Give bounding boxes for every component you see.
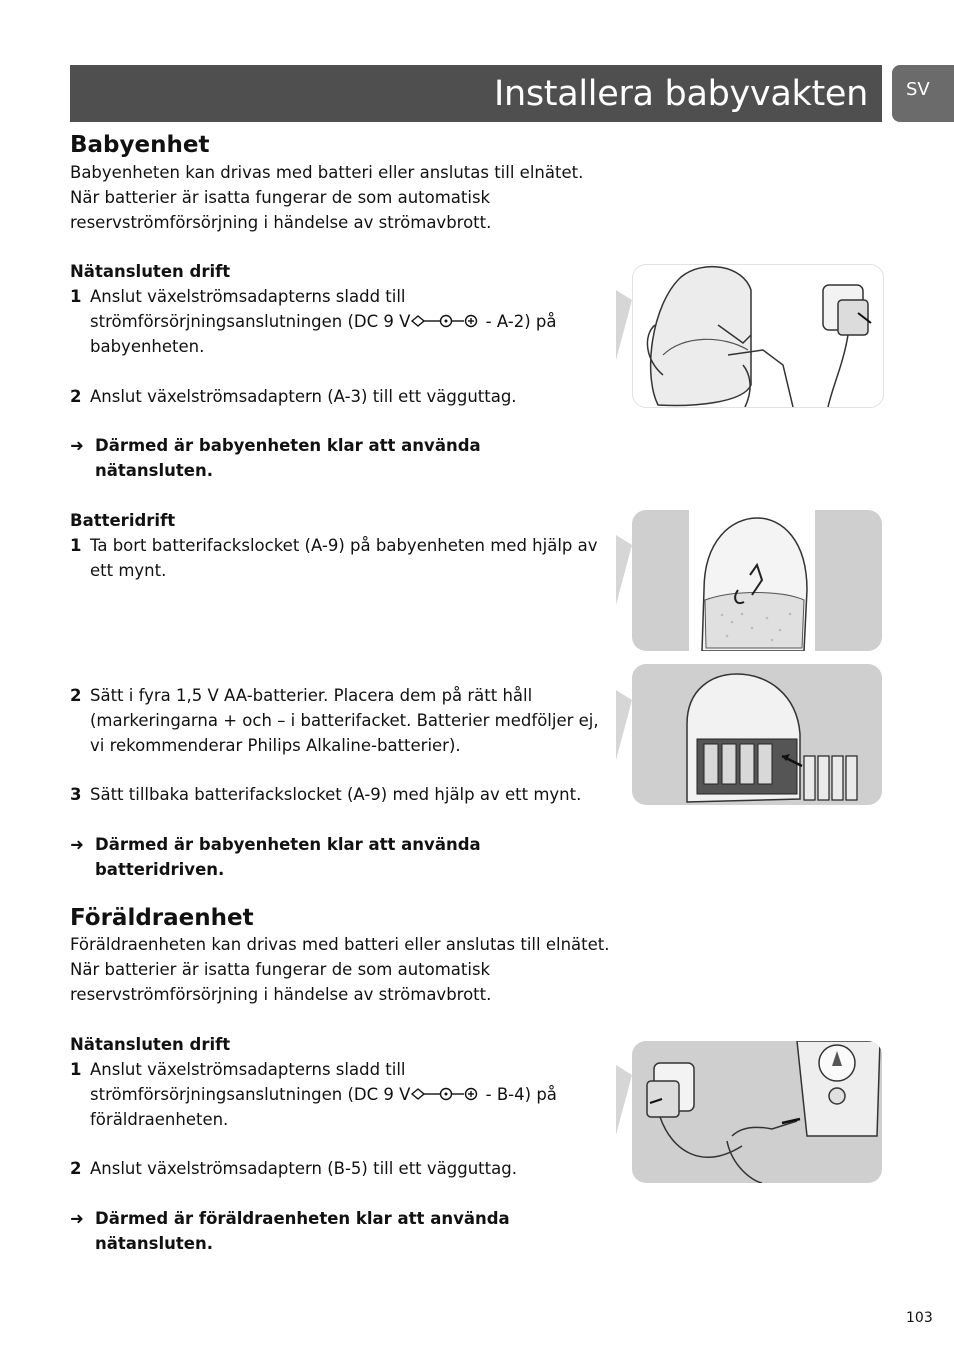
result-line: Därmed är babyenheten klar att använda bbox=[95, 436, 481, 455]
baby-intro bbox=[70, 160, 615, 235]
language-tab bbox=[892, 65, 954, 122]
page-number: 103 bbox=[906, 1310, 933, 1326]
baby-mains-step-2 bbox=[70, 384, 615, 409]
baby-mains-result bbox=[70, 433, 615, 483]
baby-battery-heading: Batteridrift bbox=[70, 511, 176, 530]
step-line: babyenheten. bbox=[90, 337, 205, 356]
figure-pointer bbox=[616, 1065, 632, 1135]
step-number: 2 bbox=[70, 387, 82, 406]
baby-intro-line: Babyenheten kan drivas med batteri eller anslutas till elnätet. bbox=[70, 163, 584, 182]
baby-battery-result bbox=[70, 832, 615, 882]
step-number: 2 bbox=[70, 686, 82, 705]
step-line-part: strömförsörjningsanslutningen (DC 9 V bbox=[90, 1085, 411, 1104]
baby-unit-mains-illustration bbox=[632, 264, 884, 408]
figure-pointer bbox=[616, 690, 632, 760]
baby-intro-line: När batterier är isatta fungerar de som automatisk bbox=[70, 188, 491, 207]
parent-mains-result bbox=[70, 1206, 615, 1256]
step-line bbox=[90, 309, 615, 334]
step-number: 1 bbox=[70, 1060, 82, 1079]
step-text: Anslut växelströmsadaptern (A-3) till ett vägguttag. bbox=[90, 387, 517, 406]
step-line-part: - A-2) på bbox=[480, 312, 557, 331]
parent-intro bbox=[70, 932, 615, 1007]
page-title: Installera babyvakten bbox=[493, 74, 868, 114]
baby-battery-step-3 bbox=[70, 782, 615, 807]
battery-cover-illustration bbox=[632, 510, 882, 651]
dc-polarity-icon bbox=[410, 1087, 480, 1101]
step-line: Anslut växelströmsadapterns sladd till bbox=[90, 287, 406, 306]
step-number: 2 bbox=[70, 1159, 82, 1178]
figure-pointer bbox=[616, 535, 632, 605]
baby-mains-heading: Nätansluten drift bbox=[70, 262, 231, 281]
step-number: 3 bbox=[70, 785, 82, 804]
figure-pointer bbox=[616, 290, 632, 360]
baby-battery-step-2 bbox=[70, 683, 615, 758]
parent-intro-line: När batterier är isatta fungerar de som automatisk bbox=[70, 960, 491, 979]
baby-battery-step-1 bbox=[70, 533, 615, 583]
parent-section-title: Föräldraenhet bbox=[70, 905, 254, 931]
parent-mains-step-2 bbox=[70, 1156, 615, 1181]
parent-intro-line: Föräldraenheten kan drivas med batteri eller anslutas till elnätet. bbox=[70, 935, 610, 954]
language-label: SV bbox=[906, 79, 930, 100]
result-line: batteridriven. bbox=[95, 860, 225, 879]
step-text: Sätt tillbaka batterifackslocket (A-9) med hjälp av ett mynt. bbox=[90, 785, 582, 804]
battery-insert-illustration bbox=[632, 664, 882, 805]
step-line-part: - B-4) på bbox=[480, 1085, 557, 1104]
result-line: nätansluten. bbox=[95, 461, 213, 480]
arrow-icon: ➜ bbox=[70, 835, 84, 854]
baby-mains-step-1 bbox=[70, 284, 615, 359]
step-line-part: strömförsörjningsanslutningen (DC 9 V bbox=[90, 312, 411, 331]
parent-unit-mains-illustration bbox=[632, 1041, 882, 1183]
baby-section-title: Babyenhet bbox=[70, 132, 210, 158]
parent-mains-heading: Nätansluten drift bbox=[70, 1035, 231, 1054]
step-line: föräldraenheten. bbox=[90, 1110, 229, 1129]
step-line: Sätt i fyra 1,5 V AA-batterier. Placera dem på rätt håll bbox=[90, 686, 533, 705]
header-bar bbox=[70, 65, 882, 122]
result-line: Därmed är babyenheten klar att använda bbox=[95, 835, 481, 854]
parent-intro-line: reservströmförsörjning i händelse av strömavbrott. bbox=[70, 985, 492, 1004]
step-line: Ta bort batterifackslocket (A-9) på babyenheten med hjälp av bbox=[90, 536, 598, 555]
dc-polarity-icon bbox=[410, 314, 480, 328]
parent-mains-step-1 bbox=[70, 1057, 615, 1132]
step-number: 1 bbox=[70, 287, 82, 306]
step-line: ett mynt. bbox=[90, 561, 167, 580]
step-line: Anslut växelströmsadapterns sladd till bbox=[90, 1060, 406, 1079]
step-text: Anslut växelströmsadaptern (B-5) till ett vägguttag. bbox=[90, 1159, 517, 1178]
result-line: Därmed är föräldraenheten klar att använda bbox=[95, 1209, 510, 1228]
step-number: 1 bbox=[70, 536, 82, 555]
step-line bbox=[90, 1082, 615, 1107]
step-line: vi rekommenderar Philips Alkaline-batterier). bbox=[90, 736, 461, 755]
step-line: (markeringarna + och – i batterifacket. Batterier medföljer ej, bbox=[90, 711, 599, 730]
arrow-icon: ➜ bbox=[70, 1209, 84, 1228]
baby-intro-line: reservströmförsörjning i händelse av strömavbrott. bbox=[70, 213, 492, 232]
result-line: nätansluten. bbox=[95, 1234, 213, 1253]
arrow-icon: ➜ bbox=[70, 436, 84, 455]
